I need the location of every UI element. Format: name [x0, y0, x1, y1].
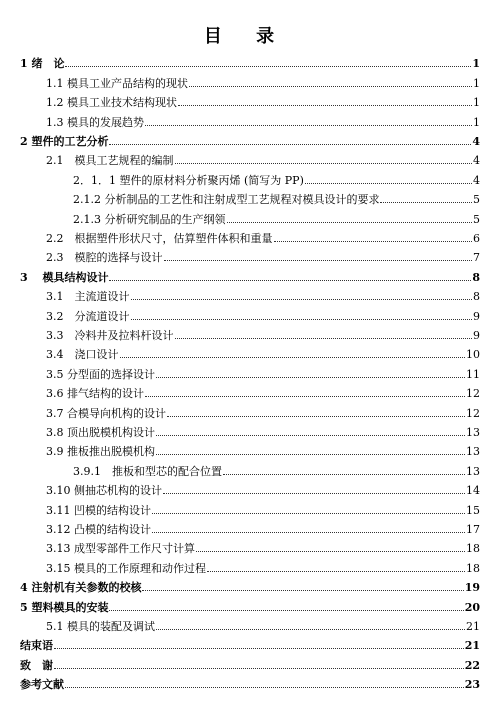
toc-entry-label: 3.1 主流道设计 — [46, 290, 130, 304]
toc-leader-dots — [109, 144, 471, 145]
toc-entry[interactable] — [46, 148, 480, 167]
toc-leader-dots — [167, 416, 465, 417]
toc-leader-dots — [156, 629, 465, 630]
toc-leader-dots — [156, 377, 465, 378]
toc-entry-label: 3.9.1 推板和型芯的配合位置 — [73, 464, 222, 478]
toc-entry[interactable] — [46, 226, 480, 245]
toc-entry-label: 3.6 排气结构的设计 — [46, 387, 144, 401]
toc-leader-dots — [145, 125, 472, 126]
toc-leader-dots — [54, 668, 464, 669]
toc-entry-label: 3.7 合模导向机构的设计 — [46, 406, 166, 420]
toc-entry-label: 3.8 顶出脱模机构设计 — [46, 425, 155, 439]
toc-entry-page: 17 — [466, 522, 480, 536]
toc-entry-label: 2.2 根据塑件形状尺寸，估算塑件体积和重量 — [46, 231, 273, 245]
toc-entry-label: 2.3 模腔的选择与设计 — [46, 251, 163, 265]
toc-entry-label: 致 谢 — [20, 658, 53, 672]
toc-leader-dots — [274, 241, 473, 242]
toc-leader-dots — [109, 610, 463, 611]
toc-entry-page: 5 — [473, 193, 480, 207]
toc-entry-page: 4 — [472, 134, 480, 148]
toc-entry[interactable] — [20, 575, 480, 594]
toc-entry-label: 2.1 模具工艺规程的编制 — [46, 154, 174, 168]
toc-entry-label: 3.13 成型零部件工作尺寸计算 — [46, 542, 195, 556]
toc-leader-dots — [380, 202, 472, 203]
toc-entry-page: 6 — [473, 231, 480, 245]
toc-leader-dots — [156, 454, 465, 455]
toc-entry-page: 1 — [473, 115, 480, 129]
toc-entry-page: 8 — [473, 290, 480, 304]
toc-entry-page: 1 — [473, 96, 480, 110]
toc-entry-page: 10 — [466, 348, 480, 362]
toc-entry[interactable] — [46, 555, 480, 574]
toc-entry-label: 3.2 分流道设计 — [46, 309, 130, 323]
toc-entry[interactable] — [46, 109, 480, 128]
toc-entry-label: 3.15 模具的工作原理和动作过程 — [46, 561, 206, 575]
toc-entry-label: 5 塑料模具的安装 — [20, 600, 109, 614]
toc-leader-dots — [175, 163, 473, 164]
toc-entry[interactable] — [46, 400, 480, 419]
toc-entry-label: 结束语 — [20, 639, 53, 653]
toc-entry-label: 3.12 凸模的结构设计 — [46, 522, 151, 536]
toc-entry[interactable] — [46, 420, 480, 439]
toc-entry-label: 参考文献 — [20, 678, 64, 692]
toc-entry-label: 3.10 侧抽芯机构的设计 — [46, 484, 162, 498]
toc-entry-page: 23 — [464, 678, 480, 692]
toc-entry-label: 2 塑件的工艺分析 — [20, 134, 109, 148]
toc-entry-page: 21 — [466, 619, 480, 633]
toc-entry[interactable] — [20, 633, 480, 652]
toc-leader-dots — [207, 571, 465, 572]
toc-entry-label: 3.11 凹模的结构设计 — [46, 503, 151, 517]
toc-entry[interactable] — [46, 536, 480, 555]
toc-entry[interactable] — [46, 303, 480, 322]
toc-entry-page: 8 — [472, 270, 480, 284]
toc-entry-page: 12 — [466, 387, 480, 401]
toc-entry-label: 1.3 模具的发展趋势 — [46, 115, 144, 129]
toc-leader-dots — [178, 105, 472, 106]
toc-entry[interactable] — [20, 672, 480, 691]
toc-entry-page: 19 — [464, 581, 480, 595]
toc-leader-dots — [305, 183, 472, 184]
toc-leader-dots — [227, 222, 473, 223]
toc-leader-dots — [152, 513, 465, 514]
toc-entry[interactable] — [46, 478, 480, 497]
toc-leader-dots — [196, 551, 465, 552]
toc-entry-label: 2.1.2 分析制品的工艺性和注射成型工艺规程对模具设计的要求 — [73, 193, 380, 207]
toc-entry-label: 3.9 推板推出脱模机构 — [46, 445, 155, 459]
toc-entry[interactable] — [46, 517, 480, 536]
toc-entry[interactable] — [20, 51, 480, 70]
toc-entry-page: 9 — [473, 328, 480, 342]
toc-entry-page: 18 — [466, 542, 480, 556]
toc-leader-dots — [131, 299, 473, 300]
toc-leader-dots — [189, 86, 472, 87]
toc-entry-page: 1 — [473, 76, 480, 90]
toc-entry-page: 21 — [464, 639, 480, 653]
toc-entry-page: 1 — [472, 57, 480, 71]
toc-entry[interactable] — [46, 342, 480, 361]
toc-leader-dots — [65, 66, 471, 67]
toc-entry[interactable] — [20, 129, 480, 148]
toc-entry-page: 4 — [473, 173, 480, 187]
toc-entry[interactable] — [46, 361, 480, 380]
toc-entry-page: 13 — [466, 464, 480, 478]
toc-entry-label: 1.1 模具工业产品结构的现状 — [46, 76, 188, 90]
toc-entry[interactable] — [20, 652, 480, 671]
toc-entry[interactable] — [73, 167, 480, 186]
toc-leader-dots — [120, 357, 466, 358]
toc-leader-dots — [152, 532, 465, 533]
toc-entry[interactable] — [46, 284, 480, 303]
toc-entry-label: 3.5 分型面的选择设计 — [46, 367, 155, 381]
toc-leader-dots — [223, 474, 465, 475]
toc-entry-page: 13 — [466, 445, 480, 459]
toc-entry-page: 7 — [473, 251, 480, 265]
toc-entry[interactable] — [20, 264, 480, 283]
toc-leader-dots — [54, 648, 464, 649]
toc-leader-dots — [145, 396, 465, 397]
toc-entry[interactable] — [46, 614, 480, 633]
toc-leader-dots — [142, 590, 463, 591]
toc-entry[interactable] — [46, 90, 480, 109]
toc-entry-page: 11 — [466, 367, 480, 381]
toc-entry[interactable] — [46, 70, 480, 89]
toc-entry-label: 3.3 冷料井及拉料杆设计 — [46, 328, 174, 342]
toc-entry[interactable] — [46, 245, 480, 264]
toc-entry-label: 3 模具结构设计 — [20, 270, 109, 284]
toc-entry[interactable] — [73, 187, 480, 206]
toc-entry-page: 18 — [466, 561, 480, 575]
toc-entry-label: 5.1 模具的装配及调试 — [46, 619, 155, 633]
toc-entry[interactable] — [46, 439, 480, 458]
toc-entry[interactable] — [46, 381, 480, 400]
toc-leader-dots — [109, 280, 471, 281]
toc-entry-label: 2．1．1 塑件的原材料分析聚丙烯 (简写为 PP) — [73, 173, 304, 187]
toc-entry[interactable] — [73, 458, 480, 477]
toc-entry-page: 14 — [466, 484, 480, 498]
toc-entry-label: 3.4 浇口设计 — [46, 348, 119, 362]
toc-leader-dots — [175, 338, 473, 339]
toc-entry-page: 9 — [473, 309, 480, 323]
toc-leader-dots — [65, 687, 464, 688]
toc-entry[interactable] — [46, 323, 480, 342]
toc-entry-label: 1 绪 论 — [20, 57, 65, 71]
toc-entry-label: 1.2 模具工业技术结构现状 — [46, 96, 177, 110]
toc-leader-dots — [156, 435, 465, 436]
toc-entry-label: 2.1.3 分析研究制品的生产纲领 — [73, 212, 226, 226]
toc-entry-page: 4 — [473, 154, 480, 168]
toc-entry[interactable] — [46, 497, 480, 516]
toc-entry-page: 13 — [466, 425, 480, 439]
toc-leader-dots — [131, 319, 473, 320]
toc-entry-page: 15 — [466, 503, 480, 517]
toc-leader-dots — [163, 493, 465, 494]
toc-entry-page: 20 — [464, 600, 480, 614]
toc-leader-dots — [164, 260, 473, 261]
toc-entry[interactable] — [73, 206, 480, 225]
toc-entry-page: 12 — [466, 406, 480, 420]
page-title: 目 录 — [203, 26, 289, 47]
toc-entry-page: 5 — [473, 212, 480, 226]
toc-entry-label: 4 注射机有关参数的校核 — [20, 581, 142, 595]
toc-entry[interactable] — [20, 594, 480, 613]
toc-entry-page: 22 — [464, 658, 480, 672]
